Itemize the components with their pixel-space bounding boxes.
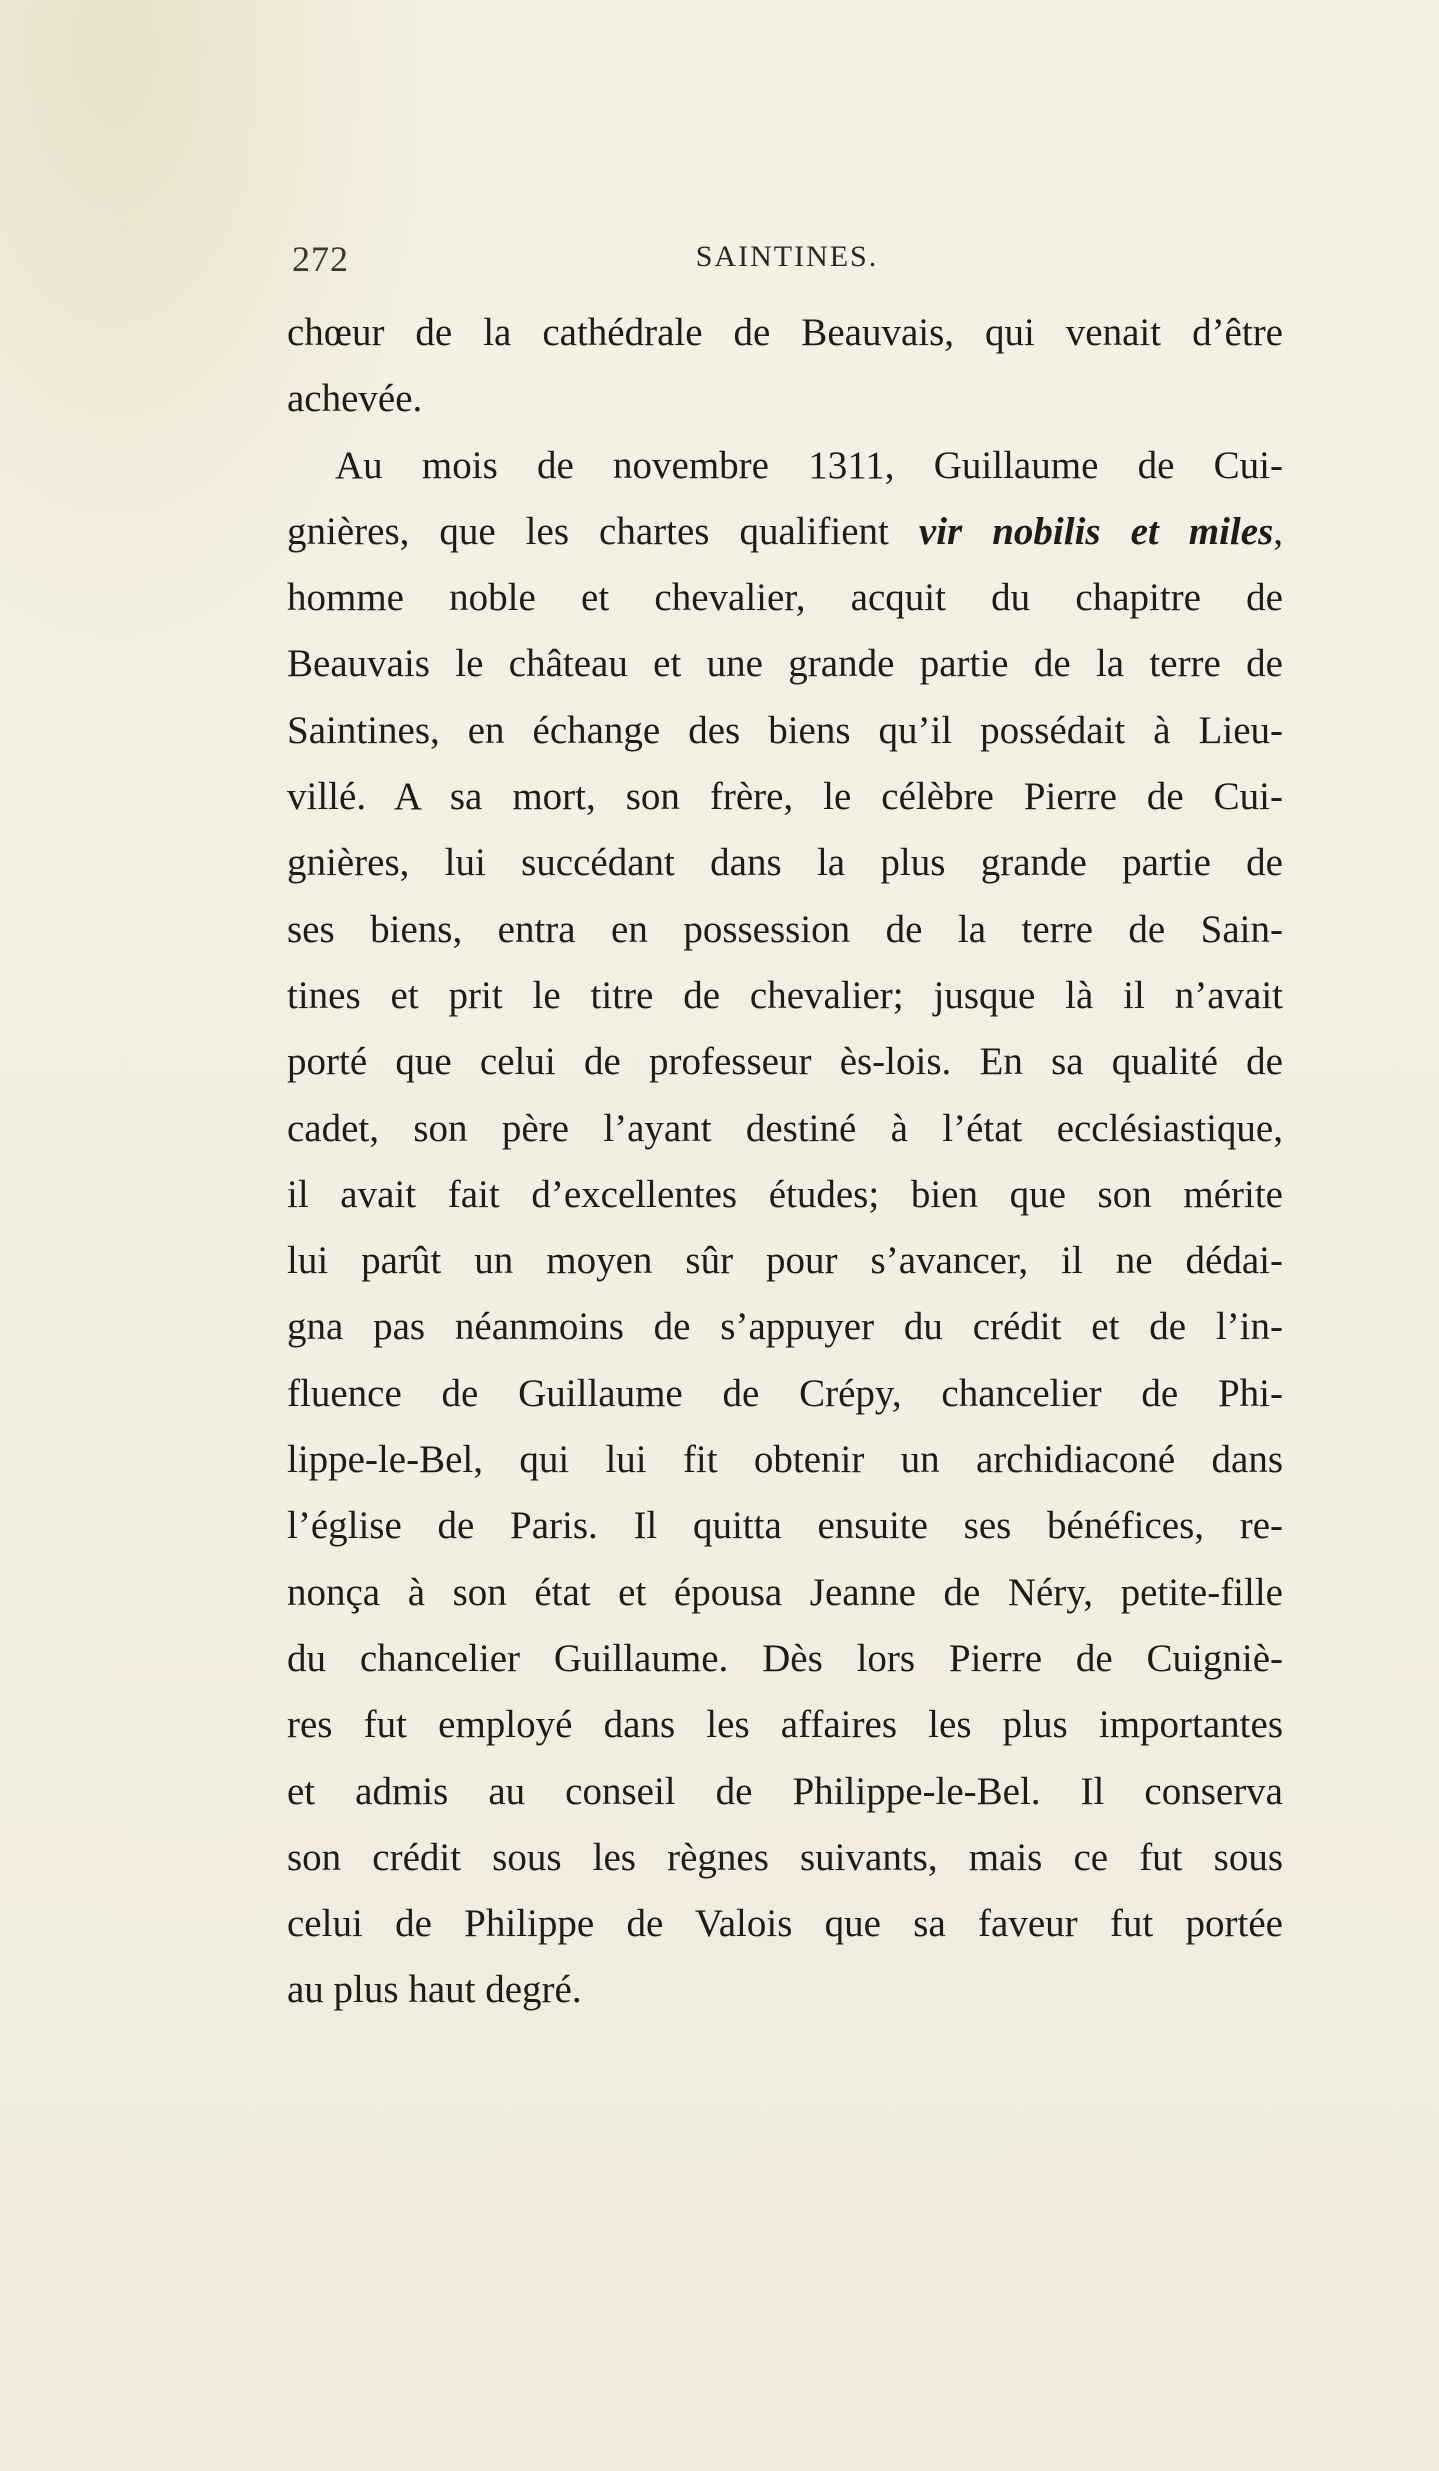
text-line: achevée. [287,377,423,421]
page-number: 272 [292,239,349,279]
text-line: gnières, lui succédant dans la plus grande partie de [287,841,1283,885]
text-line: lippe-le-Bel, qui lui fit obtenir un archidiaconé dans [287,1438,1283,1482]
text-line: homme noble et chevalier, acquit du chapitre de [287,576,1283,620]
text-line: Saintines, en échange des biens qu’il possédait à Lieu- [287,708,1283,752]
text-line: ses biens, entra en possession de la terre de Sain- [287,907,1283,951]
text-line: chœur de la cathédrale de Beauvais, qui venait d’être [287,311,1283,354]
text-line: res fut employé dans les affaires les plus importantes [287,1703,1283,1747]
text-line: tines et prit le titre de chevalier; jusque là il n’avait [287,973,1283,1017]
text-line-start: gnières, que les chartes qualifient [287,509,919,553]
text-line: cadet, son père l’ayant destiné à l’état ecclésiastique, [287,1106,1283,1150]
text-line: gna pas néanmoins de s’appuyer du crédit et de l’in- [287,1305,1283,1349]
text-line: au plus haut degré. [287,1968,582,2012]
text-line: celui de Philippe de Valois que sa faveur fut portée [287,1902,1283,1946]
page-header [292,238,1282,288]
text-line [287,499,1283,565]
text-line: son crédit sous les règnes suivants, mais ce fut sous [287,1835,1283,1879]
text-line: nonça à son état et épousa Jeanne de Néry, petite-fille [287,1570,1283,1614]
text-line: l’église de Paris. Il quitta ensuite ses bénéfices, re- [287,1504,1283,1548]
latin-phrase: vir nobilis et miles [918,509,1274,553]
text-line: lui parût un moyen sûr pour s’avancer, il ne dédai- [287,1239,1283,1283]
text-line: fluence de Guillaume de Crépy, chancelier de Phi- [287,1371,1283,1415]
running-head: SAINTINES. [695,240,879,273]
text-line: Au mois de novembre 1311, Guillaume de Cui- [335,443,1283,487]
text-line: et admis au conseil de Philippe-le-Bel. Il conserva [287,1769,1283,1813]
text-line: villé. A sa mort, son frère, le célèbre Pierre de Cui- [287,775,1283,819]
text-line: porté que celui de professeur ès-lois. En sa qualité de [287,1040,1283,1084]
body-text [287,300,1283,2024]
text-line: du chancelier Guillaume. Dès lors Pierre de Cuigniè- [287,1636,1283,1680]
text-line-end: , [1273,509,1283,553]
text-line: Beauvais le château et une grande partie de la terre de [287,642,1283,686]
text-line: il avait fait d’excellentes études; bien que son mérite [287,1172,1283,1216]
